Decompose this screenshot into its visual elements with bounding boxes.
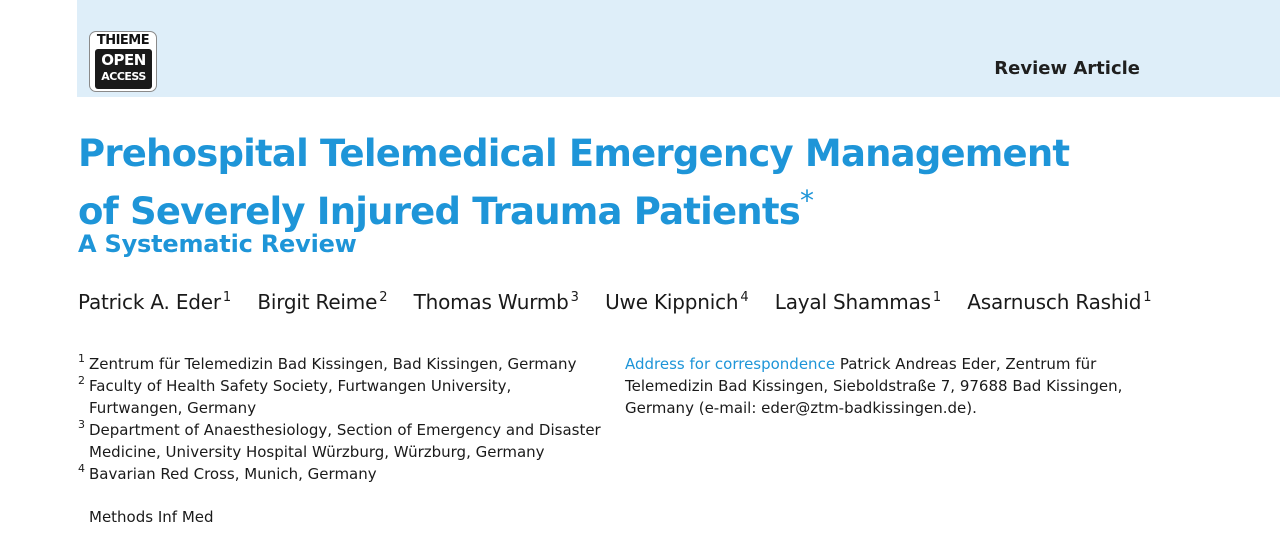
affiliation-line: Furtwangen, Germany [89, 399, 257, 417]
affiliation-line: Zentrum für Telemedizin Bad Kissingen, Bad Kissingen, Germany [89, 355, 577, 373]
author-affiliation-ref: 2 [379, 290, 388, 305]
affiliation-line: Bavarian Red Cross, Munich, Germany [89, 465, 377, 483]
author [257, 290, 387, 314]
affiliation-item [78, 463, 608, 485]
author-affiliation-ref: 4 [740, 290, 749, 305]
header-band [77, 0, 1280, 97]
author-name: Thomas Wurmb [413, 290, 569, 314]
affiliation-number: 4 [78, 462, 85, 475]
correspondence-label: Address for correspondence [625, 355, 836, 373]
thieme-open-access-logo [89, 31, 157, 92]
author-affiliation-ref: 1 [932, 290, 941, 305]
affiliation-line: Department of Anaesthesiology, Section of Emergency and Disaster [89, 421, 601, 439]
correspondence-line: Germany (e-mail: eder@ztm-badkissingen.de). [625, 399, 977, 417]
author-affiliation-ref: 3 [570, 290, 579, 305]
author [775, 290, 941, 314]
author-name: Uwe Kippnich [605, 290, 739, 314]
author-name: Asarnusch Rashid [967, 290, 1142, 314]
author-name: Layal Shammas [774, 290, 931, 314]
author-list [78, 290, 1258, 314]
correspondence-address [625, 353, 1145, 419]
affiliation-item [78, 375, 608, 419]
logo-open-text: OPEN [101, 51, 146, 69]
affiliation-number: 3 [78, 418, 85, 431]
author-name: Patrick A. Eder [78, 290, 221, 314]
author-affiliation-ref: 1 [222, 290, 231, 305]
logo-access-text: ACCESS [101, 70, 146, 83]
affiliation-item [78, 353, 608, 375]
correspondence-line [625, 353, 1145, 375]
article-type-label: Review Article [994, 58, 1140, 79]
author-name: Birgit Reime [257, 290, 378, 314]
article-subtitle: A Systematic Review [78, 230, 357, 258]
author-affiliation-ref: 1 [1143, 290, 1152, 305]
affiliation-number: 1 [78, 352, 85, 365]
affiliation-list [78, 353, 608, 485]
affiliation-item [78, 419, 608, 463]
author [78, 290, 231, 314]
affiliation-line: Faculty of Health Safety Society, Furtwangen University, [89, 377, 512, 395]
correspondence-line: Telemedizin Bad Kissingen, Sieboldstraße 7, 97688 Bad Kissingen, [625, 377, 1123, 395]
title-line-1: Prehospital Telemedical Emergency Management [78, 132, 1070, 175]
article-title [78, 130, 1078, 235]
author [967, 290, 1151, 314]
author [414, 290, 579, 314]
title-line-2: of Severely Injured Trauma Patients [78, 190, 800, 233]
author [605, 290, 748, 314]
correspondence-text: Patrick Andreas Eder, Zentrum für [839, 355, 1097, 373]
title-footnote-asterisk: * [799, 184, 814, 217]
journal-name: Methods Inf Med [89, 508, 214, 526]
affiliation-number: 2 [78, 374, 85, 387]
logo-open-access-box [95, 49, 152, 89]
logo-publisher-text: THIEME [96, 33, 150, 48]
affiliation-line: Medicine, University Hospital Würzburg, Würzburg, Germany [89, 443, 545, 461]
